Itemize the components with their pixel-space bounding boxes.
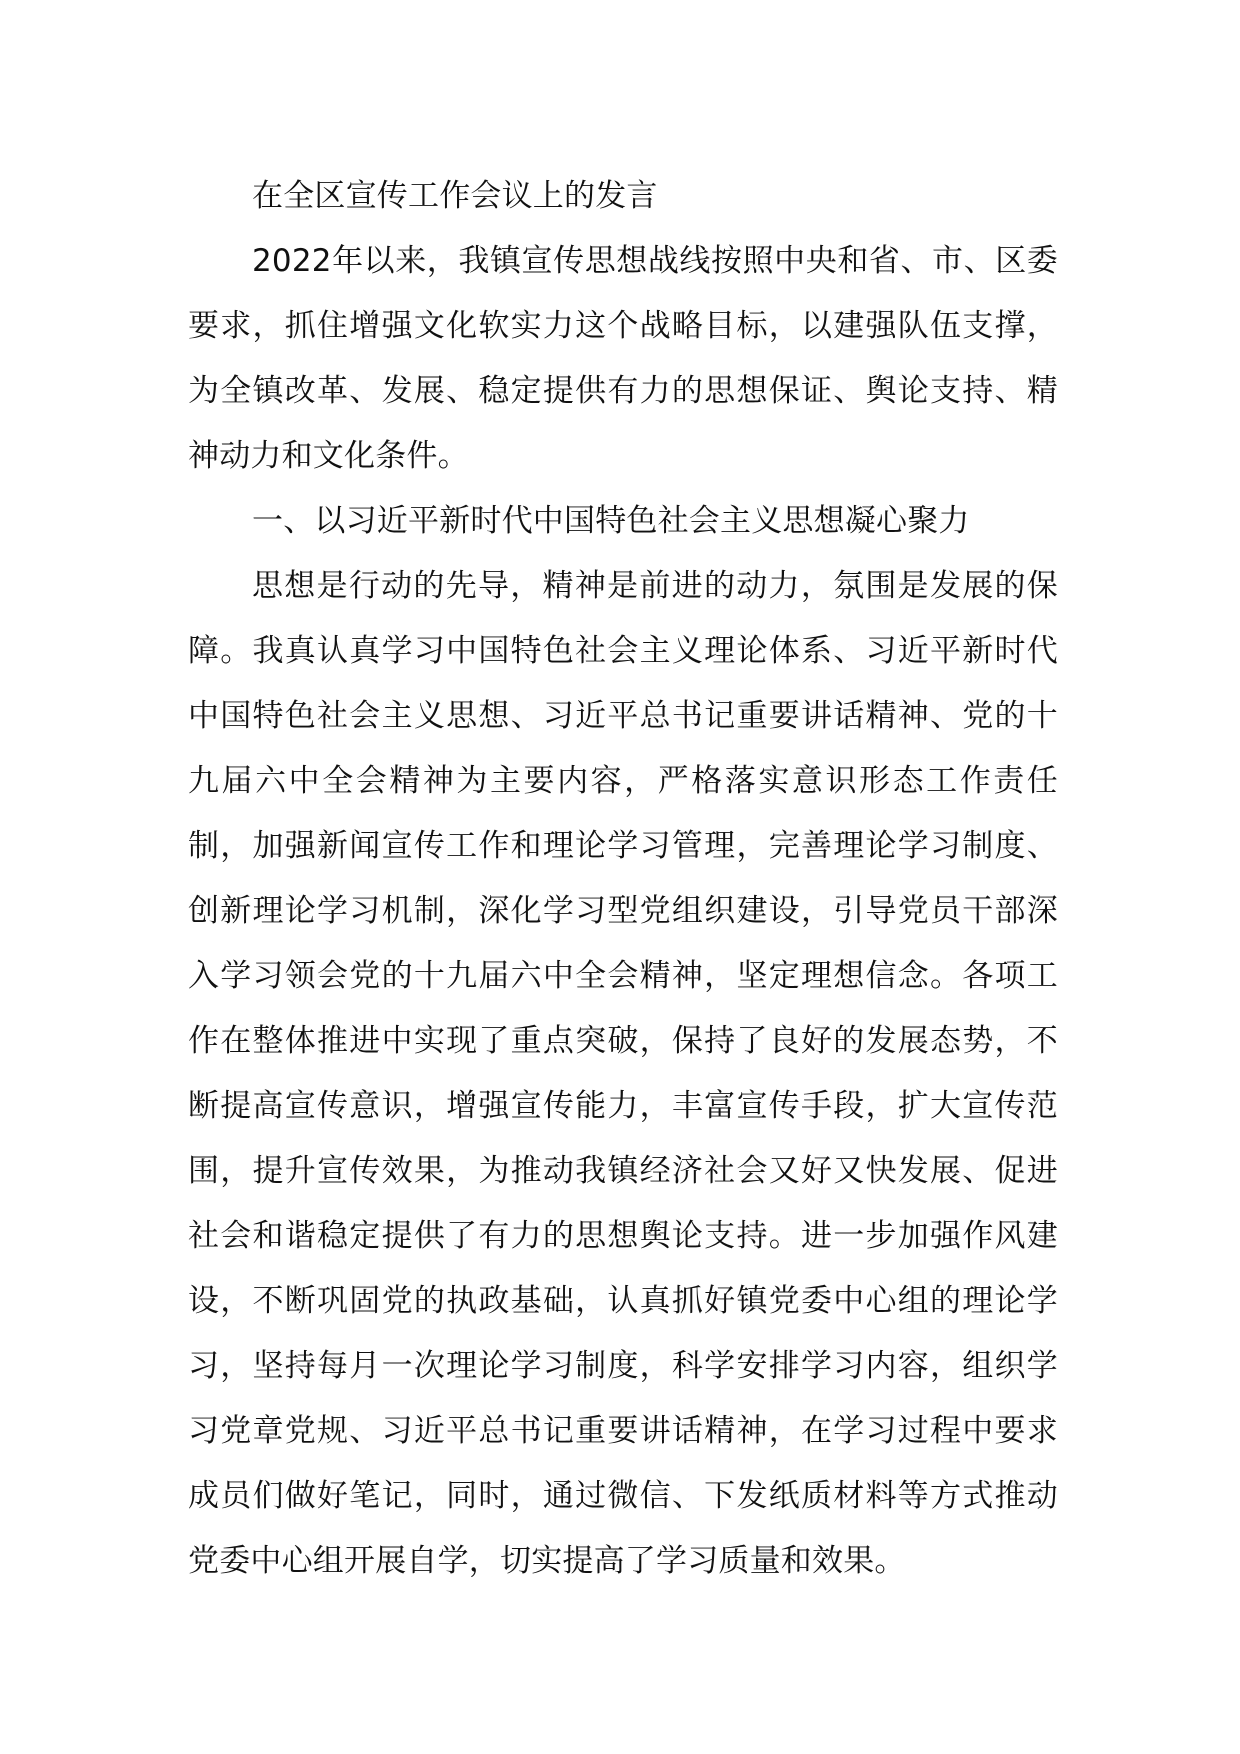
document-body (188, 164, 1058, 1594)
document-title: 在全区宣传工作会议上的发言 (252, 178, 658, 214)
section-heading: 一、以习近平新时代中国特色社会主义思想凝心聚力 (252, 503, 970, 539)
body-paragraph: 思想是行动的先导，精神是前进的动力，氛围是发展的保障。我真认真学习中国特色社会主义理论体系、习近平新时代中国特色社会主义思想、习近平总书记重要讲话精神、党的十九届六中全会精神为主要内容，严格落实意识形态工作责任制，加强新闻宣传工作和理论学习管理，完善理论学习制度、创新理论学习机制，深化学习型党组织建设，引导党员干部深入学习领会党的十九届六中全会精神，坚定理想信念。各项工作在整体推进中实现了重点突破，保持了良好的发展态势，不断提高宣传意识，增强宣传能力，丰富宣传手段，扩大宣传范围，提升宣传效果，为推动我镇经济社会又好又快发展、促进社会和谐稳定提供了有力的思想舆论支持。进一步加强作风建设，不断巩固党的执政基础，认真抓好镇党委中心组的理论学习，坚持每月一次理论学习制度，科学安排学习内容，组织学习党章党规、习近平总书记重要讲话精神，在学习过程中要求成员们做好笔记，同时，通过微信、下发纸质材料等方式推动党委中心组开展自学，切实提高了学习质量和效果。 (188, 568, 1058, 1579)
intro-paragraph: 2022年以来，我镇宣传思想战线按照中央和省、市、区委要求，抓住增强文化软实力这个战略目标，以建强队伍支撑，为全镇改革、发展、稳定提供有力的思想保证、舆论支持、精神动力和文化条件。 (188, 243, 1058, 474)
